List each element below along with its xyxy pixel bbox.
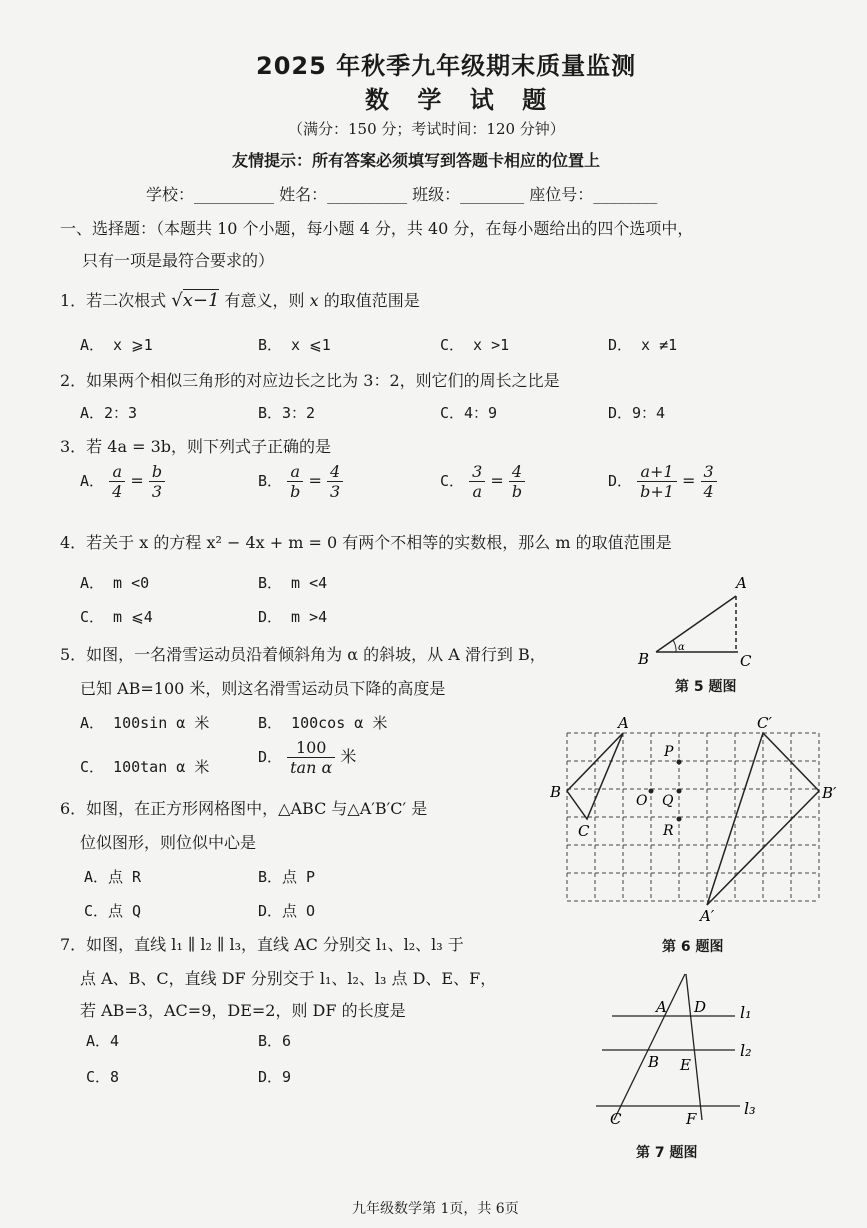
- q5-label-d: D．: [258, 748, 283, 766]
- label-l2: l₂: [740, 1041, 752, 1060]
- question-6-line1: 6．如图，在正方形网格图中，△ABC 与△A′B′C′ 是: [60, 799, 428, 818]
- fraction: [149, 462, 165, 501]
- q5-option-d[interactable]: [258, 738, 356, 777]
- q7-option-a[interactable]: A．4: [86, 1032, 120, 1050]
- q6-option-a[interactable]: A．点 R: [84, 868, 142, 886]
- exam-meta: （满分：150 分；考试时间：120 分钟）: [288, 120, 565, 138]
- page-footer: 九年级数学第 1页，共 6页: [352, 1201, 519, 1217]
- fraction: [637, 462, 677, 501]
- label-a-prime: A′: [700, 907, 715, 922]
- label-a: A: [656, 998, 667, 1016]
- denominator: b+1: [640, 482, 674, 501]
- angle-arc: [673, 640, 676, 652]
- q5-option-c[interactable]: C． 100tan α 米: [80, 758, 210, 776]
- student-info-fields: 学校：__________ 姓名：__________ 班级：________ 座位号：________: [146, 185, 658, 204]
- section-heading-cont: 只有一项是最符合要求的）: [82, 251, 275, 270]
- q7-option-c[interactable]: C．8: [86, 1068, 120, 1086]
- question-5-line2: 已知 AB=100 米，则这名滑雪运动员下降的高度是: [80, 679, 446, 698]
- point-r: [677, 817, 682, 822]
- q1-text-b: 有意义，则: [224, 291, 305, 310]
- q3-option-a[interactable]: A． $\frac{a}{4}$ = $\frac{b}{3}$: [80, 462, 165, 501]
- fraction: [327, 462, 343, 501]
- q3-label-a: A．: [80, 472, 105, 490]
- numerator: a: [287, 462, 303, 482]
- q1-text-c: 的取值范围是: [323, 291, 420, 310]
- label-b: B: [550, 783, 562, 801]
- q2-option-c[interactable]: C．4：9: [440, 404, 498, 422]
- line-ac: [614, 974, 685, 1120]
- grid: [567, 733, 819, 901]
- fraction: [469, 462, 485, 501]
- exam-subtitle: 数 学 试 题: [365, 86, 557, 114]
- label-a: A: [618, 714, 629, 732]
- q4-option-b[interactable]: B． m <4: [258, 574, 328, 592]
- denominator: b: [290, 482, 301, 501]
- question-1-stem: [60, 288, 420, 311]
- question-7-line2: 点 A、B、C，直线 DF 分别交于 l₁、l₂、l₃ 点 D、E、F，: [80, 969, 497, 988]
- denominator: 3: [329, 482, 341, 501]
- q2-option-a[interactable]: A．2：3: [80, 404, 138, 422]
- label-p: P: [664, 744, 674, 760]
- point-q: [677, 789, 682, 794]
- question-6-line2: 位似图形，则位似中心是: [80, 833, 257, 852]
- q7-option-d[interactable]: D．9: [258, 1068, 292, 1086]
- denominator: tan α: [290, 758, 333, 777]
- q3-label-c: C．: [440, 472, 465, 490]
- line-df: [686, 974, 702, 1120]
- q3-option-b[interactable]: B． $\frac{a}{b}$ = $\frac{4}{3}$: [258, 462, 343, 501]
- label-q: Q: [662, 793, 674, 809]
- label-e: E: [680, 1056, 691, 1074]
- q5-option-b[interactable]: B． 100cos α 米: [258, 714, 388, 732]
- q5-figure: [628, 568, 764, 668]
- question-4-stem: 4．若关于 x 的方程 x² − 4x + m = 0 有两个不相等的实数根，那么 m 的取值范围是: [60, 533, 672, 552]
- numerator: b: [149, 462, 165, 482]
- q4-option-d[interactable]: D． m >4: [258, 608, 328, 626]
- q1-option-d[interactable]: D． x ≠1: [608, 336, 678, 354]
- label-r: R: [663, 823, 674, 839]
- q7-option-b[interactable]: B．6: [258, 1032, 292, 1050]
- label-d: D: [694, 998, 707, 1016]
- alpha-label: α: [678, 642, 685, 653]
- q3-option-d[interactable]: D． $\frac{a+1}{b+1}$ = $\frac{3}{4}$: [608, 462, 717, 501]
- q2-option-b[interactable]: B．3：2: [258, 404, 316, 422]
- q7-caption: 第 7 题图: [636, 1145, 698, 1161]
- q1-radicand: x−1: [182, 290, 220, 311]
- q1-option-b[interactable]: B． x ⩽1: [258, 336, 331, 354]
- q6-option-c[interactable]: C．点 Q: [84, 902, 142, 920]
- denominator: 4: [112, 482, 123, 501]
- q3-label-d: D．: [608, 472, 633, 490]
- label-c-prime: C′: [757, 714, 772, 732]
- fraction: [287, 462, 303, 501]
- q5-option-a[interactable]: A． 100sin α 米: [80, 714, 210, 732]
- question-3-stem: 3．若 4a = 3b，则下列式子正确的是: [60, 437, 331, 456]
- q6-caption: 第 6 题图: [662, 939, 724, 955]
- denominator: b: [511, 482, 523, 501]
- denominator: 3: [151, 482, 163, 501]
- label-b-prime: B′: [822, 784, 837, 802]
- exam-title: 2025 年秋季九年级期末质量监测: [256, 52, 637, 80]
- point-c-label: C: [740, 652, 752, 668]
- exam-tip: 友情提示：所有答案必须填写到答题卡相应的位置上: [232, 151, 601, 170]
- q1-option-a[interactable]: A． x ⩾1: [80, 336, 153, 354]
- denominator: 4: [703, 482, 714, 501]
- numerator: 100: [287, 738, 335, 758]
- numerator: a: [109, 462, 125, 482]
- sqrt-symbol: √x−1: [171, 290, 220, 311]
- section-heading: 一、选择题：（本题共 10 个小题，每小题 4 分，共 40 分，在每小题给出的四个选项中，: [60, 219, 694, 238]
- label-l1: l₁: [740, 1003, 752, 1022]
- q6-grid-figure: [550, 712, 850, 922]
- unit: 米: [340, 747, 357, 766]
- question-5-line1: 5．如图，一名滑雪运动员沿着倾斜角为 α 的斜坡，从 A 滑行到 B，: [60, 645, 546, 664]
- numerator: 4: [327, 462, 343, 482]
- question-7-line3: 若 AB=3，AC=9，DE=2，则 DF 的长度是: [80, 1001, 406, 1020]
- label-b: B: [648, 1053, 660, 1071]
- question-7-line1: 7．如图，直线 l₁ ∥ l₂ ∥ l₃，直线 AC 分别交 l₁、l₂、l₃ 于: [60, 935, 464, 954]
- q6-option-b[interactable]: B．点 P: [258, 868, 316, 886]
- q5-caption: 第 5 题图: [675, 679, 737, 695]
- label-o: O: [636, 793, 648, 809]
- label-c: C: [610, 1110, 622, 1128]
- label-l3: l₃: [744, 1099, 756, 1118]
- fraction: [287, 738, 335, 777]
- fraction: [509, 462, 525, 501]
- q1-text-a: 1．若二次根式: [60, 291, 167, 310]
- q1-option-c[interactable]: C． x >1: [440, 336, 510, 354]
- numerator: 3: [469, 462, 485, 482]
- q6-option-d[interactable]: D．点 O: [258, 902, 316, 920]
- denominator: a: [472, 482, 482, 501]
- point-b-label: B: [638, 650, 650, 668]
- q1-var: x: [309, 291, 319, 310]
- fraction: [109, 462, 125, 501]
- label-c: C: [578, 822, 590, 840]
- point-a-label: A: [736, 574, 747, 592]
- numerator: 4: [509, 462, 525, 482]
- point-p: [677, 760, 682, 765]
- label-f: F: [686, 1110, 697, 1128]
- q2-option-d[interactable]: D．9：4: [608, 404, 666, 422]
- numerator: a+1: [637, 462, 677, 482]
- q7-figure: [590, 970, 770, 1130]
- q3-option-c[interactable]: C． $\frac{3}{a}$ = $\frac{4}{b}$: [440, 462, 525, 501]
- question-2-stem: 2．如果两个相似三角形的对应边长之比为 3：2，则它们的周长之比是: [60, 371, 560, 390]
- q4-option-a[interactable]: A． m <0: [80, 574, 150, 592]
- slope-line: [656, 596, 736, 652]
- fraction: [701, 462, 717, 501]
- q3-label-b: B．: [258, 472, 283, 490]
- point-o: [649, 789, 654, 794]
- numerator: 3: [701, 462, 717, 482]
- q4-option-c[interactable]: C． m ⩽4: [80, 608, 153, 626]
